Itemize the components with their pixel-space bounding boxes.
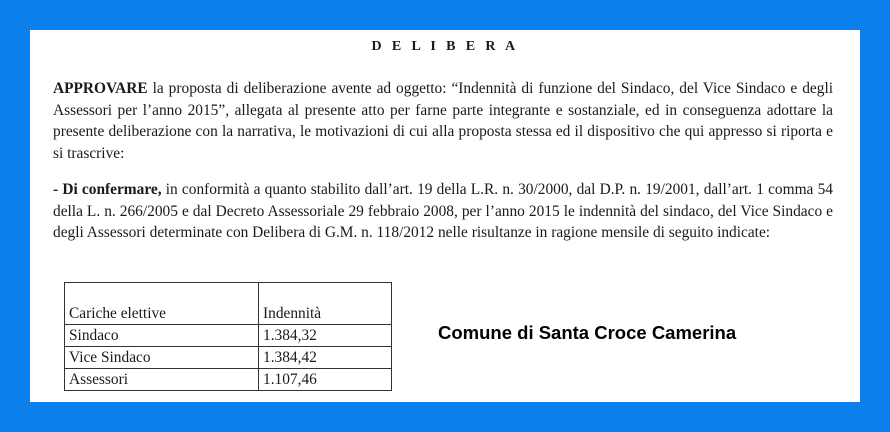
- approvare-lead: APPROVARE: [53, 80, 148, 97]
- cell-carica: Vice Sindaco: [65, 347, 259, 369]
- cell-importo: 1.384,32: [259, 325, 392, 347]
- table-row: [65, 369, 392, 391]
- cell-carica: Sindaco: [65, 325, 259, 347]
- cell-carica: Assessori: [65, 369, 259, 391]
- header-indennita: Indennità: [259, 283, 392, 325]
- document-heading: D E L I B E R A: [371, 39, 519, 54]
- table-header-row: [65, 283, 392, 325]
- header-cariche: Cariche elettive: [65, 283, 259, 325]
- confermare-paragraph: [53, 179, 833, 244]
- document-page: [30, 30, 860, 402]
- cell-importo: 1.107,46: [259, 369, 392, 391]
- table-row: [65, 325, 392, 347]
- confermare-text: in conformità a quanto stabilito dall’art. 19 della L.R. n. 30/2000, dal D.P. n. 19/2001, dall’art. 1 comma 54 della L. n. 266/2005 e dal Decreto Assessoriale 29 febbraio 2008, per l’anno 2015 le indennità del sindaco, del Vice Sindaco e degli Assessori determinate con Delibera di G.M. n. 118/2012 nelle risultanze in ragione mensile di seguito indicate:: [53, 181, 833, 241]
- table-row: [65, 347, 392, 369]
- comune-caption: Comune di Santa Croce Camerina: [438, 322, 737, 343]
- cell-importo: 1.384,42: [259, 347, 392, 369]
- approvare-paragraph: [53, 78, 833, 164]
- indennita-table: [64, 282, 392, 391]
- approvare-text: la proposta di deliberazione avente ad oggetto: “Indennità di funzione del Sindaco, del Vice Sindaco e degli Assessori per l’anno 2015”, allegata al presente atto per farne parte integrante e sostanziale, ed in conseguenza adottare la presente deliberazione con la narrativa, le motivazioni di cui alla proposta stessa ed il dispositivo che qui appresso si riporta e si trascrive:: [53, 80, 833, 162]
- confermare-lead: - Di confermare,: [53, 181, 162, 198]
